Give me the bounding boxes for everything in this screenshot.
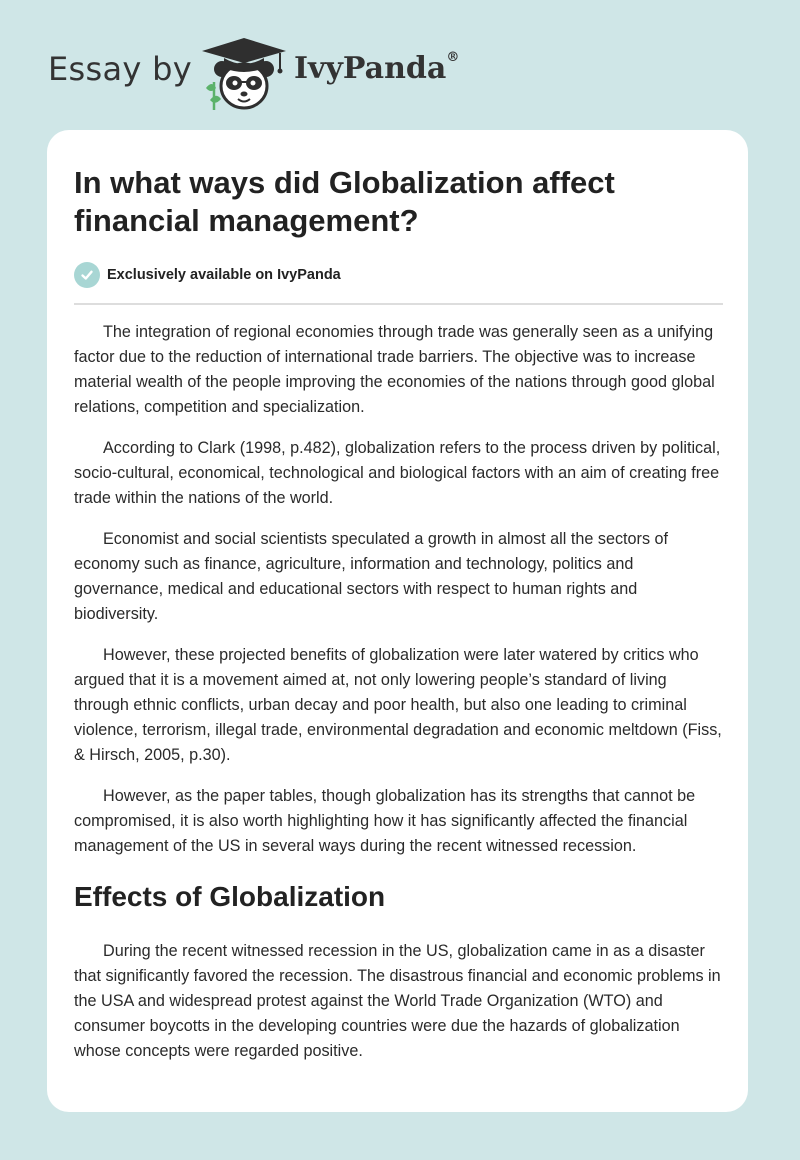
title-divider <box>74 303 723 305</box>
body-paragraph: However, as the paper tables, though globalization has its strengths that cannot be compromised, it is also worth highlighting how it has significantly affected the financial management of the US in several ways during the recent witnessed recession. <box>74 787 696 855</box>
check-icon <box>74 262 100 288</box>
essay-body <box>74 320 724 1080</box>
panda-logo-icon[interactable] <box>200 36 292 112</box>
body-paragraph: The integration of regional economies through trade was generally seen as a unifying factor due to the reduction of international trade barriers. The objective was to increase material wealth of the people improving the economies of the nations through good global relations, competition and specialization. <box>74 323 715 416</box>
body-paragraph: According to Clark (1998, p.482), globalization refers to the process driven by political, socio-cultural, economical, technological and biological factors with an aim of creating free trade within the nations of the world. <box>74 439 721 507</box>
exclusive-badge-label: Exclusively available on IvyPanda <box>107 267 341 283</box>
registered-mark: ® <box>446 50 460 65</box>
exclusive-badge <box>74 262 341 288</box>
body-paragraph: However, these projected benefits of globalization were later watered by critics who argued that it is a movement aimed at, not only lowering people’s standard of living through ethnic conflicts, urban decay and poor health, but also one leading to criminal violence, terrorism, illegal trade, environmental degradation and economic meltdown (Fiss, & Hirsch, 2005, p.30). <box>74 646 722 764</box>
brand-label: IvyPanda <box>294 51 447 86</box>
body-paragraph: Economist and social scientists speculated a growth in almost all the sectors of economy such as finance, agriculture, information and technology, politics and governance, medical and educational sectors with respect to human rights and biodiversity. <box>74 530 669 623</box>
brand-name[interactable] <box>294 51 459 86</box>
body-paragraph: During the recent witnessed recession in the US, globalization came in as a disaster that significantly favored the recession. The disastrous financial and economic problems in the USA and widespread protest against the World Trade Organization (WTO) and consumer boycotts in the developing countries were due the hazards of globalization whose concepts were regarded positive. <box>74 942 721 1060</box>
section-heading: Effects of Globalization <box>74 881 386 912</box>
site-header <box>0 0 800 120</box>
essay-card <box>47 130 748 1112</box>
essay-by-label: Essay by <box>48 50 192 88</box>
essay-title: In what ways did Globalization affect financial management? <box>74 165 615 238</box>
